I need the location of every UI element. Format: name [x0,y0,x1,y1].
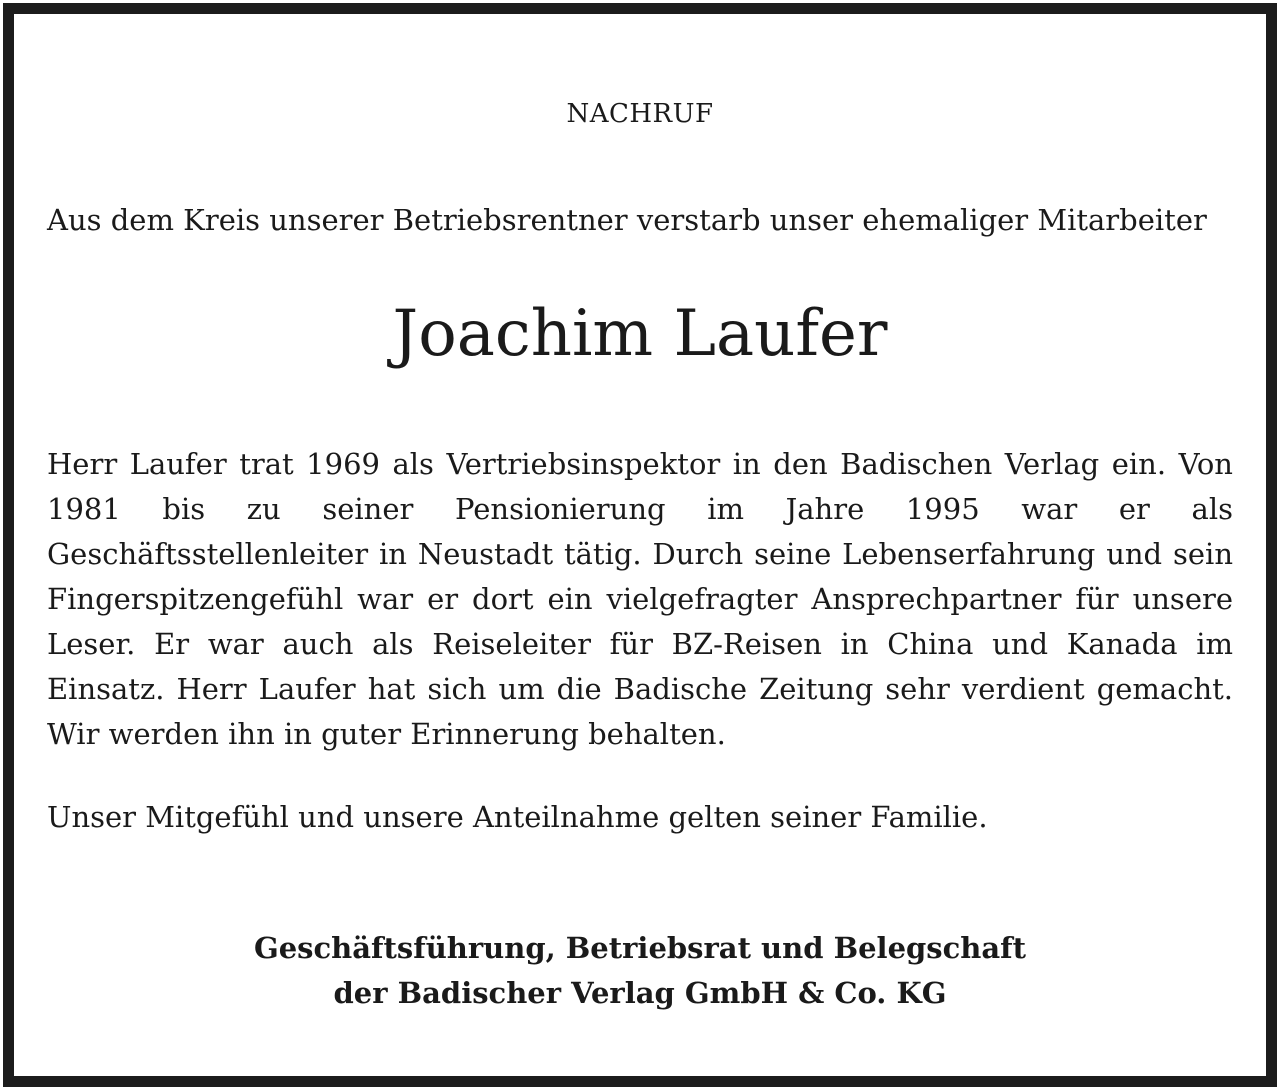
obituary-frame [3,3,1277,1087]
signature-block [14,926,1266,1016]
condolence-line: Unser Mitgefühl und unsere Anteilnahme gelten seiner Familie. [47,800,988,834]
deceased-name: Joachim Laufer [392,297,888,371]
signature-line-2: der Badischer Verlag GmbH & Co. KG [333,976,947,1010]
notice-heading: NACHRUF [566,99,714,129]
intro-line: Aus dem Kreis unserer Betriebsrentner verstarb unser ehemaliger Mitarbeiter [47,203,1207,237]
obituary-body: Herr Laufer trat 1969 als Vertriebsinspektor in den Badischen Verlag ein. Von 1981 bis zu seiner Pensionierung im Jahre 1995 war er als Geschäftsstellenleiter in Neustadt tätig. Durch seine Lebenserfahrung und sein Fingerspitzengefühl war er dort ein vielgefragter Ansprechpartner für unsere Leser. Er war auch als Reiseleiter für BZ-Reisen in China und Kanada im Einsatz. Herr Laufer hat sich um die Badische Zeitung sehr verdient gemacht. Wir werden ihn in guter Erinnerung behalten. [47,447,1233,751]
signature-line-1: Geschäftsführung, Betriebsrat und Belegschaft [253,931,1027,965]
